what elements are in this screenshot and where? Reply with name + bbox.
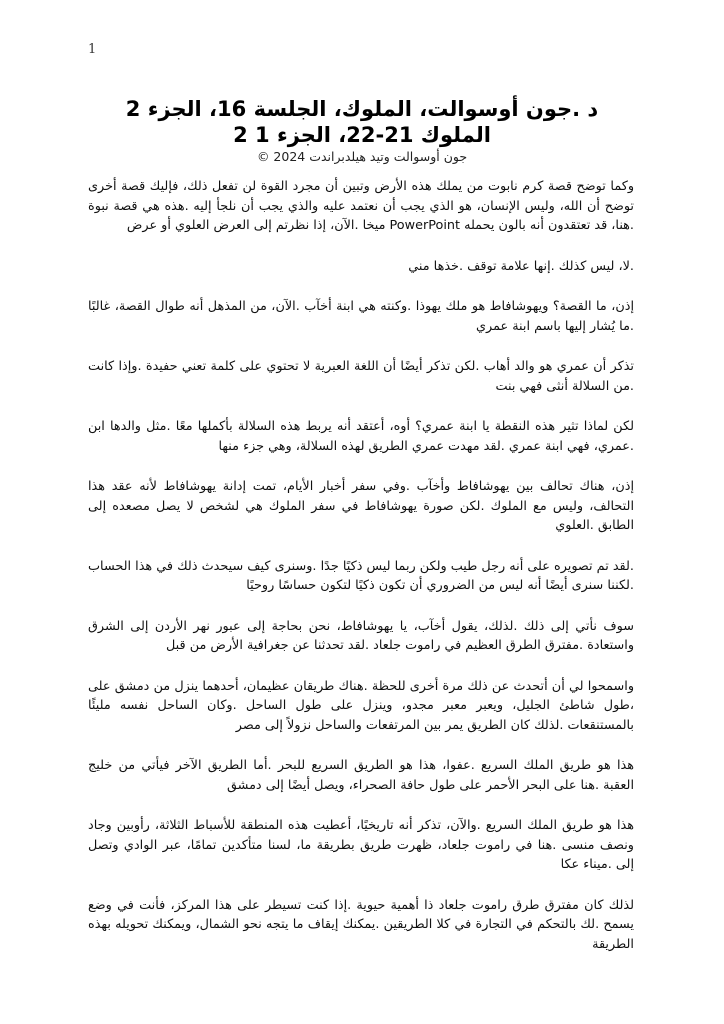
copyright-line: جون أوسوالت وتيد هيلدبراندت 2024 ©: [256, 149, 468, 164]
paragraph: هذا هو طريق الملك السريع .والآن، تذكر أنه تاريخيًا، أعطيت هذه المنطقة للأسباط الثلاثة، رأوبين وجاد ونصف منسى .هنا في راموت جلعاد، ظهرت طريق بطريقة ما، لسنا متأكدين تمامًا، عبر الوادي وتصل إلى .ميناء عكا: [88, 818, 634, 872]
paragraph: لذلك كان مفترق طرق راموت جلعاد ذا أهمية حيوية .إذا كنت تسيطر على هذا المركز، فأنت في وضع يسمح .لك بالتحكم في التجارة في كلا الطريقين .يمكنك إيقاف ما يتجه نحو الشمال، ويمكنك تحويله بهذه الطريقة: [88, 897, 634, 952]
paragraph: .لقد تم تصويره على أنه رجل طيب ولكن ربما ليس ذكيًا جدًا .وسنرى كيف سيحدث ذلك في هذا الحساب .لكننا سنرى أيضًا أنه ليس من الضروري أن تكون ذكيًا لتكون حساسًا روحيًا: [88, 558, 634, 593]
document-body: [88, 177, 634, 975]
paragraph: واسمحوا لي أن أتحدث عن ذلك مرة أخرى للحظة .هناك طريقان عظيمان، أحدهما ينزل من دمشق على ،طول شاطئ الجليل، ويعبر معبر مجدو، وينزل على طول الساحل .وكان الساحل نفسه مليئًا بالمستنقعات .لذلك كان الطريق يمر بين المرتفعات والساحل نزولاً إلى مصر: [88, 678, 634, 733]
paragraph: إذن، ما القصة؟ ويهوشافاط هو ملك يهوذا .وكنته هي ابنة أخآب .الآن، من المذهل أنه طوال القصة، غالبًا .ما يُشار إليها باسم ابنة عمري: [88, 299, 634, 334]
document-title-line-2: الملوك 21-22، الجزء 1 2: [233, 123, 491, 147]
paragraph: لكن لماذا تثير هذه النقطة يا ابنة عمري؟ أوه، أعتقد أنه يربط هذه السلالة بأكملها معًا .مثل والدها ابن .عمري، فهي ابنة عمري .لقد مهدت عمري الطريق لهذه السلالة، وهي جزء منها: [88, 419, 634, 454]
page-number: 1: [88, 42, 97, 57]
paragraph: سوف نأتي إلى ذلك .لذلك، يقول أخآب، يا يهوشافاط، نحن بحاجة إلى عبور نهر الأردن إلى الشرق واستعادة .مفترق الطرق العظيم في راموت جلعاد .لقد تحدثنا عن جغرافية الأرض من قبل: [88, 618, 634, 653]
paragraph: وكما توضح قصة كرم نابوت من يملك هذه الأرض وتبين أن مجرد القوة لن تفعل ذلك، فإليك قصة أخرى توضح أن الله، وليس الإنسان، هو الذي يجب أن نعتمد عليه والذي يجب أن نلجأ إليه .هذه هي قصة نبوة .هنا، قد تعتقدون أنه بالون يحمله PowerPoint ميخا .الآن، إذا نظرتم إلى العرض العلوي أو عرض: [88, 179, 634, 233]
paragraph: .لا، ليس كذلك .إنها علامة توقف .خذها مني: [408, 258, 634, 274]
paragraph: إذن، هناك تحالف بين يهوشافاط وأخآب .وفي سفر أخبار الأيام، تمت إدانة يهوشافاط لأنه عقد هذا التحالف، وليس مع الملوك .لكن صورة يهوشافاط في سفر الملوك هي لشخص لا يصل مصعده إلى الطابق .العلوي: [88, 479, 634, 533]
paragraph: تذكر أن عمري هو والد أهاب .لكن تذكر أيضًا أن اللغة العبرية لا تحتوي على كلمة تعني حفيدة .وإذا كانت .من السلالة أنثى فهي بنت: [88, 359, 634, 394]
paragraph: هذا هو طريق الملك السريع .عفوا، هذا هو الطريق السريع للبحر .أما الطريق الآخر فيأتي من خليج العقبة .هنا على البحر الأحمر على طول حافة الصحراء، ويصل أيضًا إلى دمشق: [88, 758, 634, 793]
document-title-line-1: د .جون أوسوالت، الملوك، الجلسة 16، الجزء 2: [125, 97, 599, 121]
